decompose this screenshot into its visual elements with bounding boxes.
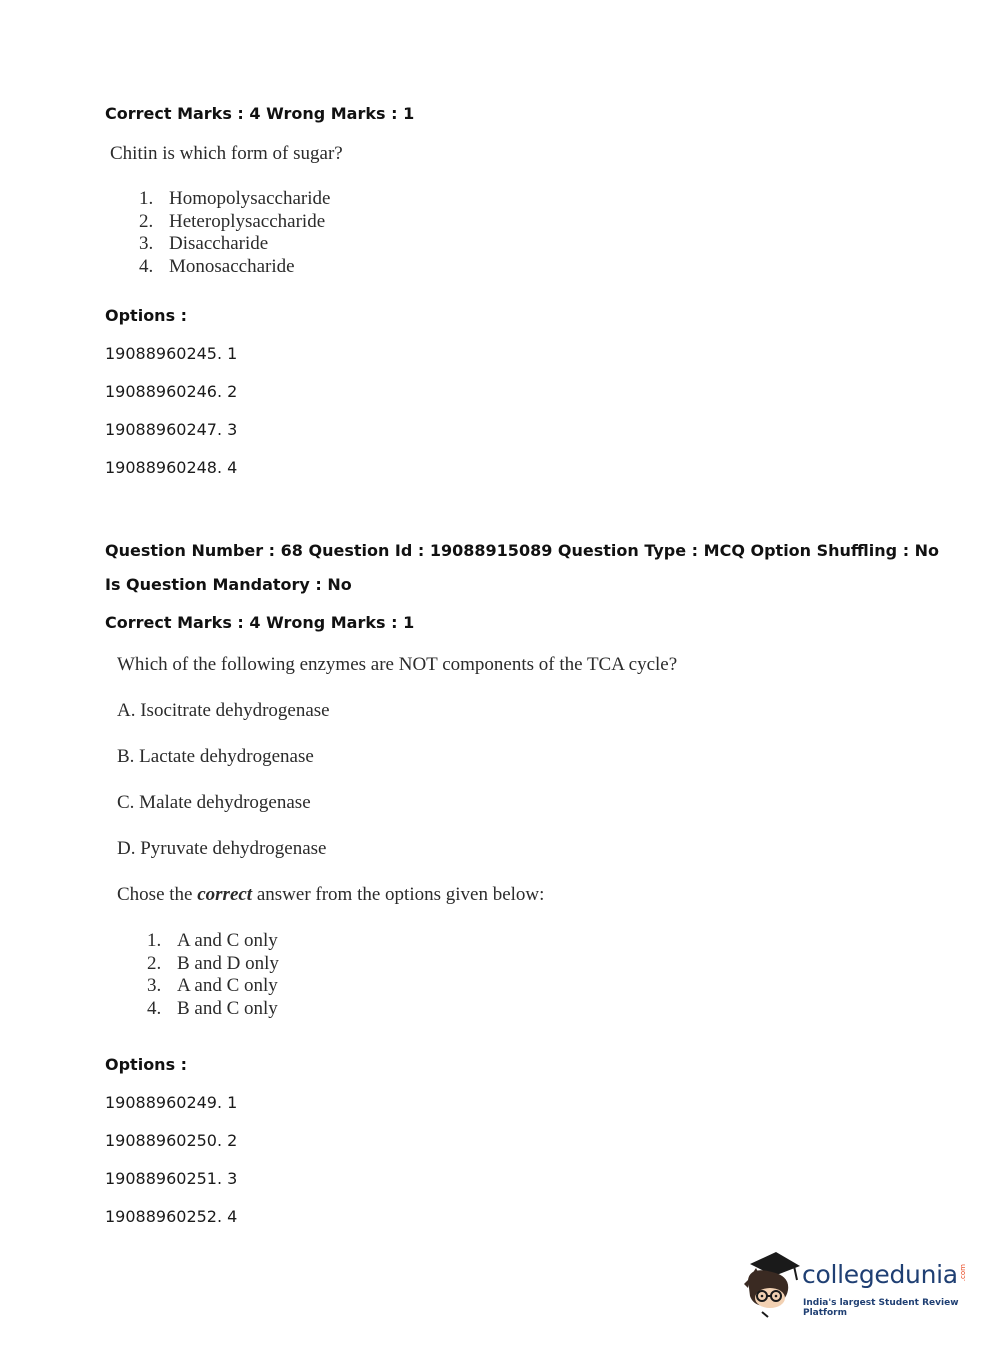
q68-option: 19088960252. 4 — [105, 1207, 238, 1226]
q68-marks: Correct Marks : 4 Wrong Marks : 1 — [105, 613, 415, 632]
q67-options-label: Options : — [105, 306, 188, 325]
q68-option: 19088960249. 1 — [105, 1093, 238, 1112]
q68-choice: 1. A and C only — [147, 930, 278, 951]
logo-wordmark: collegedunia — [802, 1260, 958, 1289]
q68-option: 19088960251. 3 — [105, 1169, 238, 1188]
q67-choice-list — [139, 188, 330, 279]
q67-choice: 1. Homopolysaccharide — [139, 188, 331, 209]
collegedunia-logo — [742, 1250, 972, 1320]
q68-statement: C. Malate dehydrogenase — [117, 792, 311, 813]
q68-instruction: Chose the correct answer from the options given below: — [117, 884, 545, 905]
q67-option: 19088960245. 1 — [105, 344, 238, 363]
q68-statement: A. Isocitrate dehydrogenase — [117, 700, 330, 721]
logo-suffix: .com — [959, 1264, 967, 1282]
q67-marks: Correct Marks : 4 Wrong Marks : 1 — [105, 104, 415, 123]
q67-option: 19088960247. 3 — [105, 420, 238, 439]
q67-choice: 4. Monosaccharide — [139, 256, 295, 278]
q67-option: 19088960246. 2 — [105, 382, 238, 401]
q68-choice: 4. B and C only — [147, 998, 278, 1020]
q68-instruction-emphasis: correct — [197, 884, 253, 905]
q68-options-label: Options : — [105, 1055, 188, 1074]
q68-mandatory: Is Question Mandatory : No — [105, 575, 352, 594]
mascot-icon — [742, 1250, 802, 1320]
q68-choice: 2. B and D only — [147, 952, 279, 974]
q67-choice: 3. Disaccharide — [139, 233, 269, 255]
q67-option: 19088960248. 4 — [105, 458, 238, 477]
logo-tagline: India's largest Student Review Platform — [803, 1298, 959, 1318]
q68-choice: 3. A and C only — [147, 975, 278, 997]
q67-question: Chitin is which form of sugar? — [110, 143, 343, 164]
q68-choice-list — [147, 930, 279, 1021]
q68-statement: D. Pyruvate dehydrogenase — [117, 838, 327, 859]
q68-statement: B. Lactate dehydrogenase — [117, 746, 314, 767]
q68-question: Which of the following enzymes are NOT components of the TCA cycle? — [117, 654, 678, 675]
q68-header: Question Number : 68 Question Id : 19088915089 Question Type : MCQ Option Shuffling : No — [105, 541, 940, 560]
q68-option: 19088960250. 2 — [105, 1131, 238, 1150]
q67-choice: 2. Heteroplysaccharide — [139, 210, 326, 232]
